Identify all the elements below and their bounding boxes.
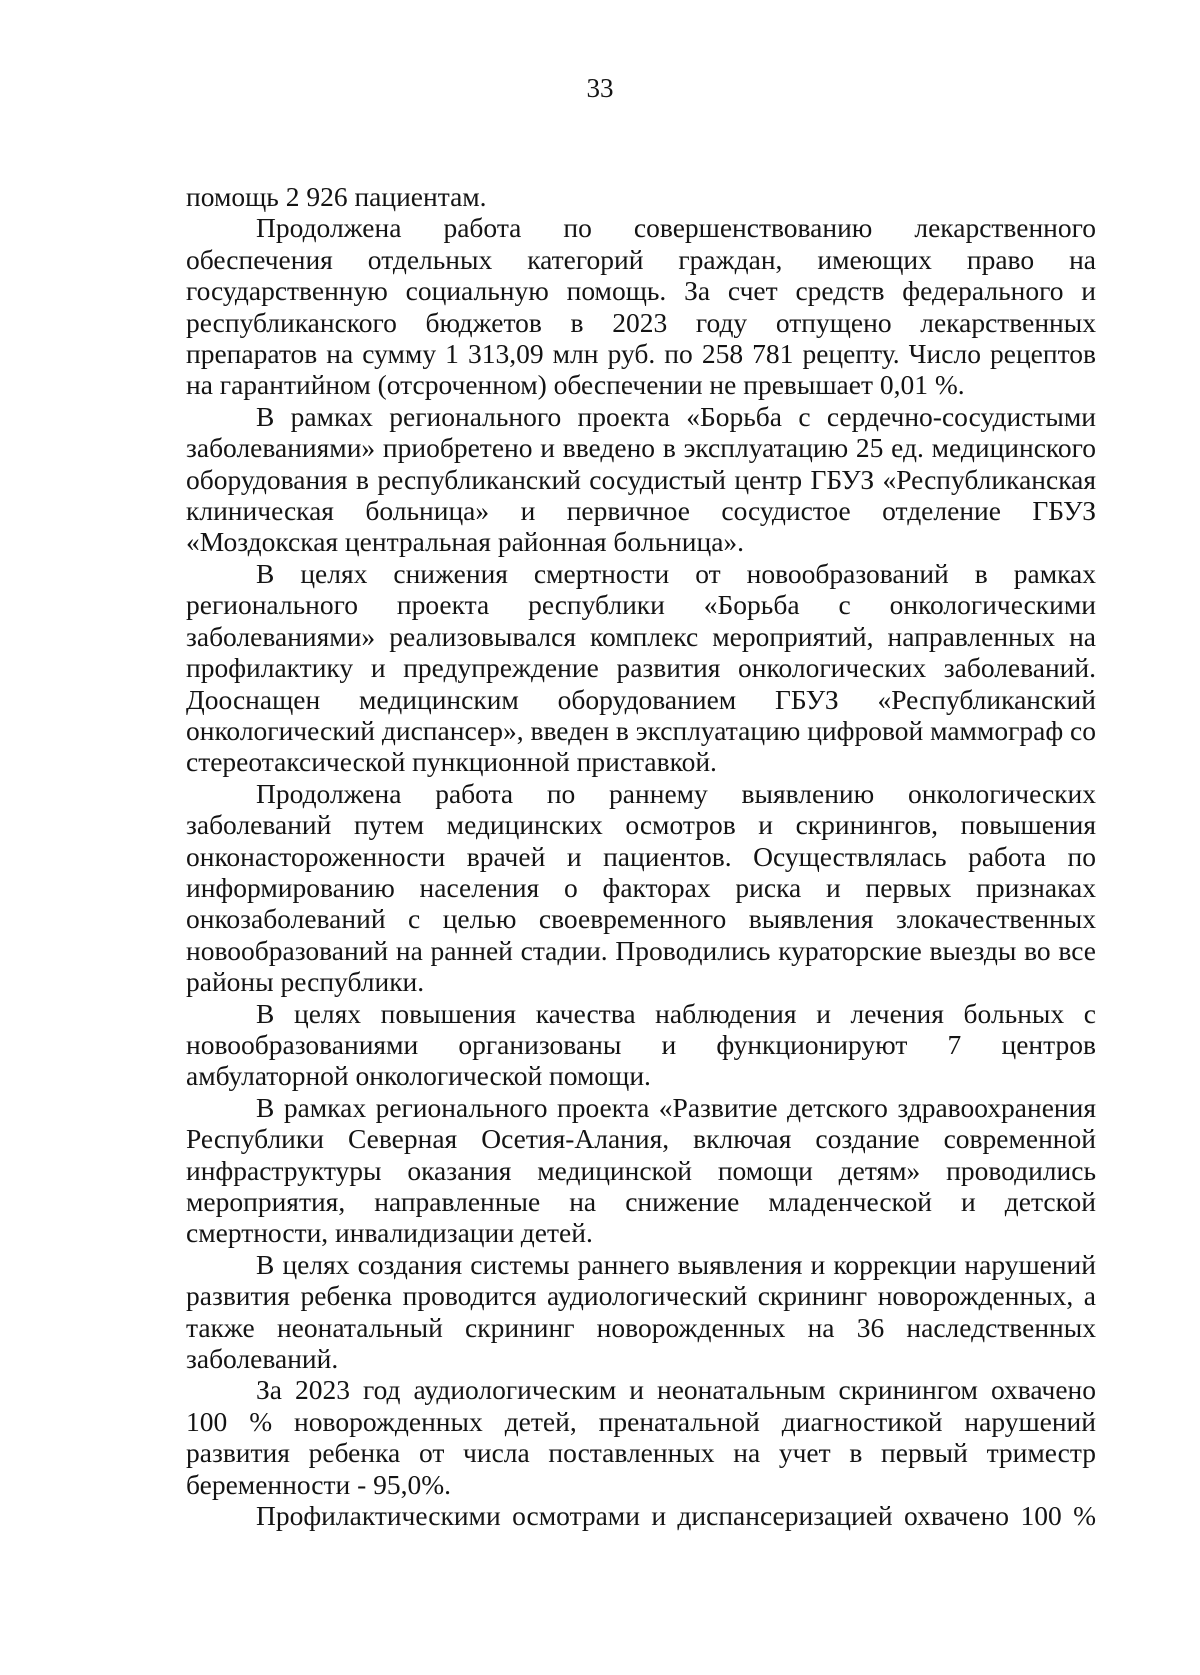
- paragraph-preventive-checkups: Профилактическими осмотрами и диспансеризацией охвачено 100 %: [256, 1500, 1096, 1532]
- paragraph-cardiovascular-project: В рамках регионального проекта «Борьба с сердечно-сосудистыми заболеваниями» приобретено и введено в эксплуатацию 25 ед. медицинского оборудования в республиканский сосудистый центр ГБУЗ «Республиканская клиническая больница» и первичное сосудистое отделение ГБУЗ «Моздокская центральная районная больница».: [186, 400, 1096, 558]
- paragraph-early-cancer-detection: Продолжена работа по раннему выявлению онкологических заболеваний путем медицинских осмотров и скринингов, повышения онконастороженности врачей и пациентов. Осуществлялась работа по информированию населения о факторах риска и первых признаках онкозаболеваний с целью своевременного выявления злокачественных новообразований на ранней стадии. Проводились кураторские выезды во все районы республики.: [186, 777, 1096, 998]
- paragraph-drug-supply: Продолжена работа по совершенствованию лекарственного обеспечения отдельных категорий граждан, имеющих право на государственную социальную помощь. За счет средств федерального и республиканского бюджетов в 2023 году отпущено лекарственных препаратов на сумму 1 313,09 млн руб. по 258 781 рецепту. Число рецептов на гарантийном (отсроченном) обеспечении не превышает 0,01 %.: [186, 212, 1096, 401]
- paragraph-oncology-project: В целях снижения смертности от новообразований в рамках регионального проекта республики «Борьба с онкологическими заболеваниями» реализовывался комплекс мероприятий, направленных на профилактику и предупреждение развития онкологических заболеваний. Дооснащен медицинским оборудованием ГБУЗ «Республиканский онкологический диспансер», введен в эксплуатацию цифровой маммограф со стереотаксической пункционной приставкой.: [186, 557, 1096, 778]
- paragraph-screening-coverage: За 2023 год аудиологическим и неонатальным скринингом охвачено 100 % новорожденных детей, пренатальной диагностикой нарушений развития ребенка от числа поставленных на учет в первый триместр беременности - 95,0%.: [186, 1374, 1096, 1500]
- page-number: 33: [586, 73, 614, 103]
- paragraph-outpatient-oncology-centers: В целях повышения качества наблюдения и лечения больных с новообразованиями организованы и функционируют 7 центров амбулаторной онкологической помощи.: [186, 997, 1096, 1092]
- paragraph-newborn-screening: В целях создания системы раннего выявления и коррекции нарушений развития ребенка проводится аудиологический скрининг новорожденных, а также неонатальный скрининг новорожденных на 36 наследственных заболеваний.: [186, 1248, 1096, 1375]
- paragraph-child-healthcare-project: В рамках регионального проекта «Развитие детского здравоохранения Республики Северная Осетия-Алания, включая создание современной инфраструктуры оказания медицинской помощи детям» проводились мероприятия, направленные на снижение младенческой и детской смертности, инвалидизации детей.: [186, 1091, 1096, 1249]
- paragraph-continuation: помощь 2 926 пациентам.: [186, 181, 487, 212]
- document-body: [186, 181, 1096, 1531]
